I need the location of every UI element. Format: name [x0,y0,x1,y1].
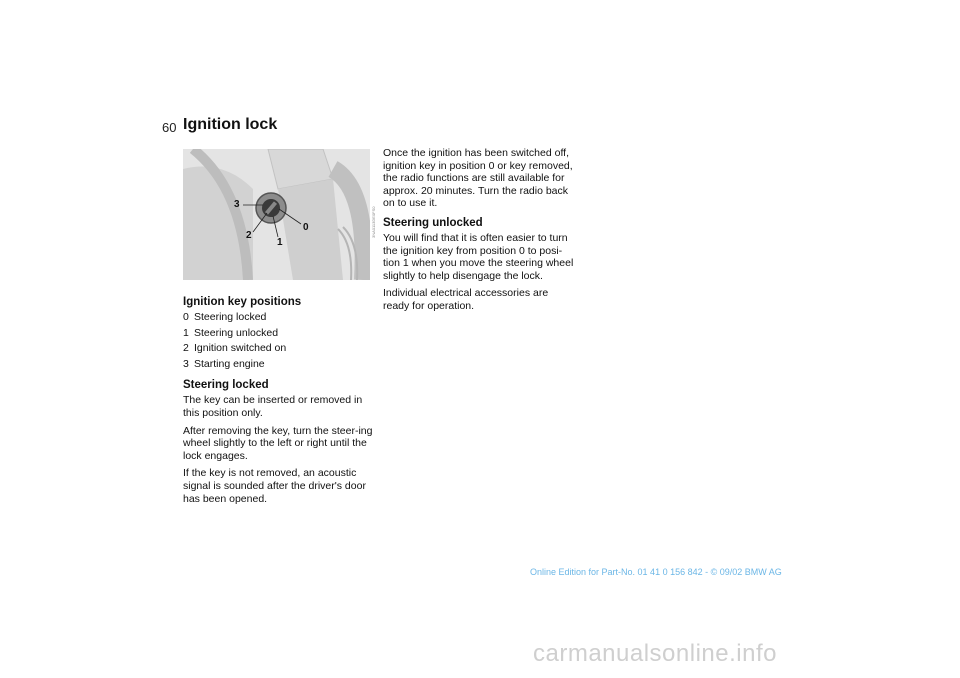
watermark: carmanualsonline.info [533,640,777,667]
list-item: 2 Ignition switched on [183,342,287,355]
paragraph: If the key is not removed, an acoustic signal is sounded after the driver's door has been opened. [183,467,366,505]
callout-1: 1 [277,237,283,248]
figure-code: 3NA0113DE0FS0 [371,206,376,238]
ignition-lock-illustration [183,149,370,280]
right-column [383,147,575,318]
paragraph: After removing the key, turn the steer-ing wheel slightly to the left or right until the lock engages. [183,424,373,462]
heading-ignition-key-positions: Ignition key positions [183,296,302,308]
page-number: 60 [162,120,177,135]
callout-3: 3 [234,199,240,210]
page-title: Ignition lock [183,116,278,133]
list-item: 0 Steering locked [183,311,267,323]
footer-edition-note: Online Edition for Part-No. 01 41 0 156 842 - © 09/02 BMW AG [530,567,782,577]
heading-steering-unlocked: Steering unlocked [383,216,483,229]
paragraph: You will find that it is often easier to turn the ignition key from position 0 to posi-tion 1 when you move the steering wheel slightly to help disengage the lock. [383,231,574,282]
callout-0: 0 [303,222,309,233]
paragraph: The key can be inserted or removed in this position only. [183,394,363,419]
left-column [183,295,375,510]
list-item: 3 Starting engine [183,357,265,370]
heading-steering-locked: Steering locked [183,379,269,392]
key-position-list [183,311,375,370]
paragraph: Individual electrical accessories are ready for operation. [383,287,549,312]
paragraph-intro: Once the ignition has been switched off, ignition key in position 0 or key removed, the radio functions are still available for approx. 20 minutes. Turn the radio back on to use it. [383,147,573,210]
callout-2: 2 [246,230,252,241]
list-item: 1 Steering unlocked [183,326,279,339]
